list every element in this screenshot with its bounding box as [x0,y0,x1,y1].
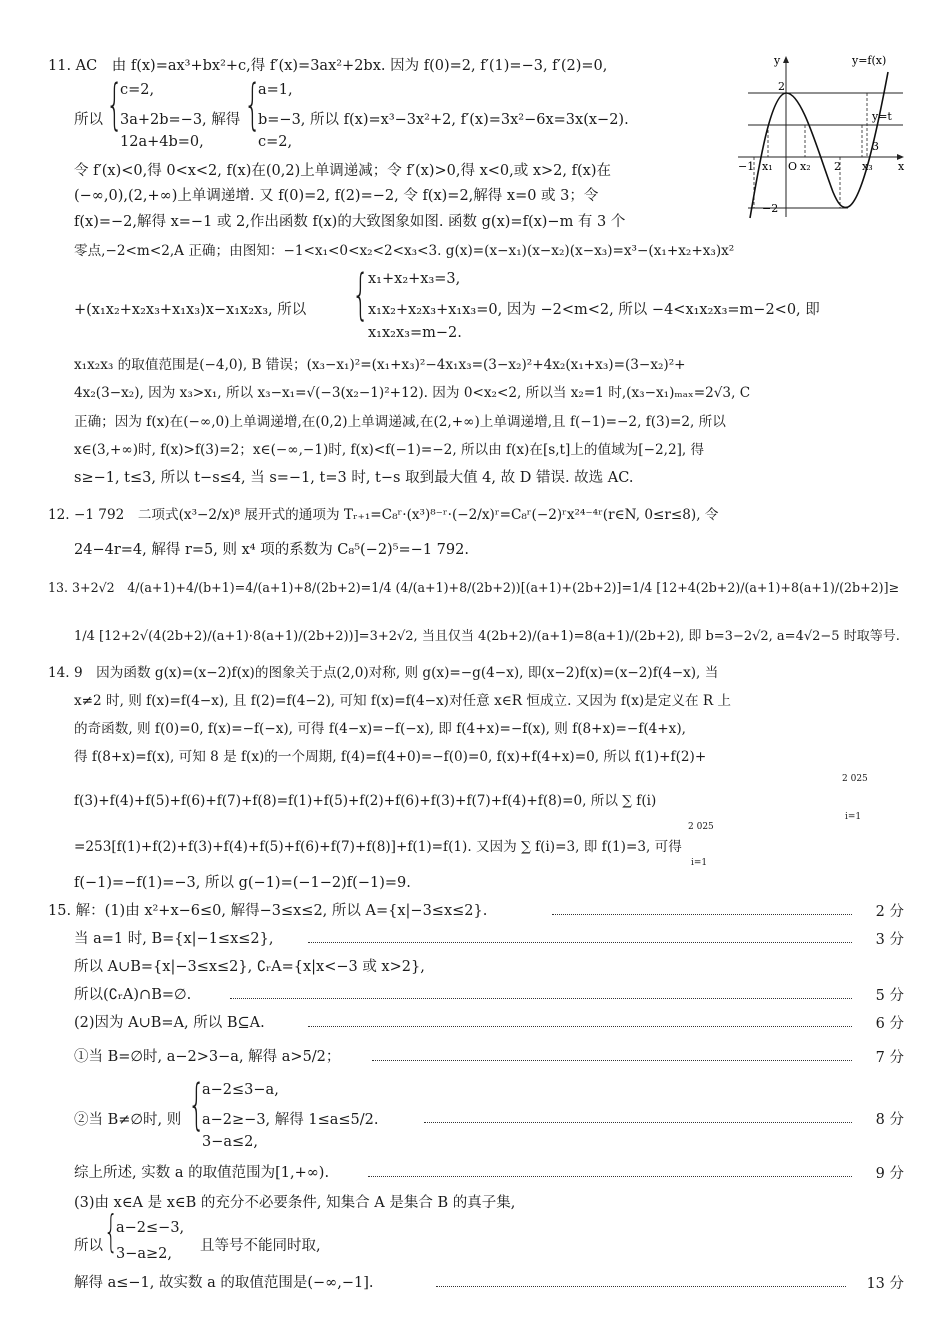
q15-line-3: 所以 A∪B={x|−3≤x≤2}, ∁ᵣA={x|x<−3 或 x>2}, [74,959,425,975]
q15-line-5: (2)因为 A∪B=A, 所以 B⊆A. [74,1015,265,1031]
q15-sys2-row: 3−a≥2, [116,1246,173,1262]
score-leader [368,1176,852,1177]
q15-score-5: 6 分 [875,1016,904,1032]
fig-tick-2: 2 [778,80,785,93]
q15-line-9: (3)由 x∈A 是 x∈B 的充分不必要条件, 知集合 A 是集合 B 的真子集, [74,1195,516,1211]
q11-line-15: x∈(3,+∞)时, f(x)>f(3)=2；x∈(−∞,−1)时, f(x)<f(−1)=−2, 所以由 f(x)在[s,t]上的值域为[−2,2], 得 [74,442,705,458]
q12-line-1: 12. −1 792 二项式(x³−2/x)⁸ 展开式的通项为 Tᵣ₊₁=C₈ʳ·(x³)⁸⁻ʳ·(−2/x)ʳ=C₈ʳ(−2)ʳx²⁴⁻⁴ʳ(r∈N, 0≤r≤8), 令 [48,507,719,523]
fig-tick-3: 3 [872,140,879,153]
q15-score-1: 2 分 [875,904,904,920]
score-leader [308,942,852,943]
q11-line-7: f(x)=−2,解得 x=−1 或 2,作出函数 f(x)的大致图象如图. 函数 g(x)=f(x)−m 有 3 个 [74,214,626,230]
q15-score-6: 7 分 [875,1050,904,1066]
q11-sys1-row: 3a+2b=−3, 解得 [120,112,241,128]
q15-line-10-post: 且等号不能同时取, [200,1238,321,1254]
q11-sys2-row: c=2, [258,134,293,150]
fig-origin-label: O [788,160,798,173]
q15-sys-row: a−2≤3−a, [202,1082,279,1098]
q15-score-8: 9 分 [875,1166,904,1182]
fig-t-label: y=t [872,110,892,123]
q11-line-14: 正确；因为 f(x)在(−∞,0)上单调递增,在(0,2)上单调递减,在(2,+∞)上单调递增,且 f(−1)=−2, f(3)=2, 所以 [74,414,726,430]
q11-brace-3: { [352,263,370,326]
q15-score-7: 8 分 [875,1112,904,1128]
score-leader [436,1286,846,1287]
q15-line-8: 综上所述, 实数 a 的取值范围为[1,+∞). [74,1165,330,1181]
fig-fx-label: y=f(x) [852,54,887,67]
fig-x1-label: x₁ [762,160,773,173]
q14-line-4: 得 f(8+x)=f(x), 可知 8 是 f(x)的一个周期, f(4)=f(4+0)=−f(0)=0, f(x)+f(4+x)=0, 所以 f(1)+f(2)+ [74,749,707,765]
fig-tick-neg1: −1 [738,160,755,173]
q11-sys3-prefix: +(x₁x₂+x₂x₃+x₁x₃)x−x₁x₂x₃, 所以 [74,302,307,318]
q13-line-2: 1/4 [12+2√(4(2b+2)/(a+1)·8(a+1)/(2b+2))]=3+2√2, 当且仅当 4(2b+2)/(a+1)=8(a+1)/(2b+2), 即 b=3−2√2, a=4√2−5 时取等号. [74,629,900,644]
y-axis-arrow [783,56,789,63]
q15-line-7-prefix: ②当 B≠∅时, 则 [74,1112,182,1128]
score-leader [552,914,852,915]
q11-sys1-row: c=2, [120,82,155,98]
q12-line-2: 24−4r=4, 解得 r=5, 则 x⁴ 项的系数为 C₈⁵(−2)⁵=−1 792. [74,542,469,558]
score-leader [424,1122,852,1123]
q11-sys3-row: x₁+x₂+x₃=3, [368,271,461,287]
q15-brace-1: { [188,1073,206,1136]
q11-line-12: x₁x₂x₃ 的取值范围是(−4,0), B 错误；(x₃−x₁)²=(x₁+x₃)²−4x₁x₃=(3−x₂)²+4x₂(x₁+x₃)=(3−x₂)²+ [74,357,686,373]
q11-line-13: 4x₂(3−x₂), 因为 x₃>x₁, 所以 x₃−x₁=√(−3(x₂−1)²+12). 因为 0<x₂<2, 所以当 x₂=1 时,(x₃−x₁)ₘₐₓ=2√3, C [74,385,751,401]
q11-line-6: (−∞,0),(2,+∞)上单调递增. 又 f(0)=2, f(2)=−2, 令 f(x)=2,解得 x=0 或 3；令 [74,188,599,204]
fig-y-label: y [774,54,781,67]
q14-line-7: f(−1)=−f(1)=−3, 所以 g(−1)=(−1−2)f(−1)=9. [74,875,411,891]
q15-score-2: 3 分 [875,932,904,948]
q14-line-6: =253[f(1)+f(2)+f(3)+f(4)+f(5)+f(6)+f(7)+f(8)]+f(1)=f(1). 又因为 ∑ f(i)=3, 即 f(1)=3, 可得 [74,839,682,855]
fig-tick-neg2: −2 [762,202,779,215]
q14-line-5: f(3)+f(4)+f(5)+f(6)+f(7)+f(8)=f(1)+f(5)+f(2)+f(6)+f(3)+f(7)+f(4)+f(8)=0, 所以 ∑ f(i) [74,793,657,809]
fig-x3-label: x₃ [862,160,873,173]
fig-tick-x2: 2 [834,160,841,173]
q14-line-2: x≠2 时, 则 f(x)=f(4−x), 且 f(2)=f(4−2), 可知 f(x)=f(4−x)对任意 x∈R 恒成立. 又因为 f(x)是定义在 R 上 [74,693,732,709]
q15-line-11: 解得 a≤−1, 故实数 a 的取值范围是(−∞,−1]. [74,1275,374,1291]
fig-x2-label: x₂ [800,160,811,173]
q14-sum-top-1: 2 025 [842,774,868,784]
q11-sys2-row: a=1, [258,82,293,98]
q15-line-2: 当 a=1 时, B={x|−1≤x≤2}, [74,931,274,947]
q11-line-8: 零点,−2<m<2,A 正确；由图知：−1<x₁<0<x₂<2<x₃<3. g(x)=(x−x₁)(x−x₂)(x−x₃)=x³−(x₁+x₂+x₃)x² [74,243,735,259]
q11-sys2-row: b=−3, 所以 f(x)=x³−3x²+2, f′(x)=3x²−6x=3x(x−2). [258,112,629,128]
cubic-function-graph [738,52,908,220]
q11-line-1: 11. AC 由 f(x)=ax³+bx²+c,得 f′(x)=3ax²+2bx. 因为 f(0)=2, f′(1)=−3, f′(2)=0, [48,58,608,74]
q14-sum-top-2: 2 025 [688,822,714,832]
fig-x-label: x [898,160,905,173]
q14-sum-bot-2: i=1 [691,858,708,868]
q15-score-11: 13 分 [866,1276,904,1292]
q14-line-1: 14. 9 因为函数 g(x)=(x−2)f(x)的图象关于点(2,0)对称, 则 g(x)=−g(4−x), 即(x−2)f(x)=(x−2)f(4−x), 当 [48,665,719,681]
q11-line-5: 令 f′(x)<0,得 0<x<2, f(x)在(0,2)上单调递减；令 f′(x)>0,得 x<0,或 x>2, f(x)在 [74,163,611,179]
q15-line-1: 15. 解：(1)由 x²+x−6≤0, 解得−3≤x≤2, 所以 A={x|−3≤x≤2}. [48,903,488,919]
q15-score-4: 5 分 [875,988,904,1004]
q11-sys1-prefix: 所以 [74,112,103,128]
q11-sys1-row: 12a+4b=0, [120,134,204,150]
q11-sys3-row: x₁x₂+x₂x₃+x₁x₃=0, 因为 −2<m<2, 所以 −4<x₁x₂x₃=m−2<0, 即 [368,302,820,318]
score-leader [372,1060,852,1061]
q14-sum-bot-1: i=1 [845,812,862,822]
q15-brace-2: { [104,1206,118,1257]
q13-line-1: 13. 3+2√2 4/(a+1)+4/(b+1)=4/(a+1)+8/(2b+2)=1/4 (4/(a+1)+8/(2b+2))[(a+1)+(2b+2)]=1/4 [12+4(2b+2)/(a+1)+8(a+1)/(2b+2)]≥ [48,580,900,595]
q11-sys3-row: x₁x₂x₃=m−2. [368,325,462,341]
q15-line-6: ①当 B=∅时, a−2>3−a, 解得 a>5/2； [74,1049,341,1065]
q15-sys-row: 3−a≤2, [202,1134,259,1150]
q15-line-4: 所以(∁ᵣA)∩B=∅. [74,987,192,1003]
q15-line-10-prefix: 所以 [74,1238,103,1254]
q15-sys2-row: a−2≤−3, [116,1220,185,1236]
q11-line-16: s≥−1, t≤3, 所以 t−s≤4, 当 s=−1, t=3 时, t−s 取到最大值 4, 故 D 错误. 故选 AC. [74,470,634,486]
q11-brace-1: { [106,73,124,136]
q11-brace-2: { [244,73,262,136]
score-leader [230,998,852,999]
q14-line-3: 的奇函数, 则 f(0)=0, f(x)=−f(−x), 可得 f(4−x)=−f(−x), 即 f(4+x)=−f(x), 则 f(8+x)=−f(4+x), [74,721,686,737]
q15-sys-row: a−2≥−3, 解得 1≤a≤5/2. [202,1112,379,1128]
score-leader [308,1026,852,1027]
